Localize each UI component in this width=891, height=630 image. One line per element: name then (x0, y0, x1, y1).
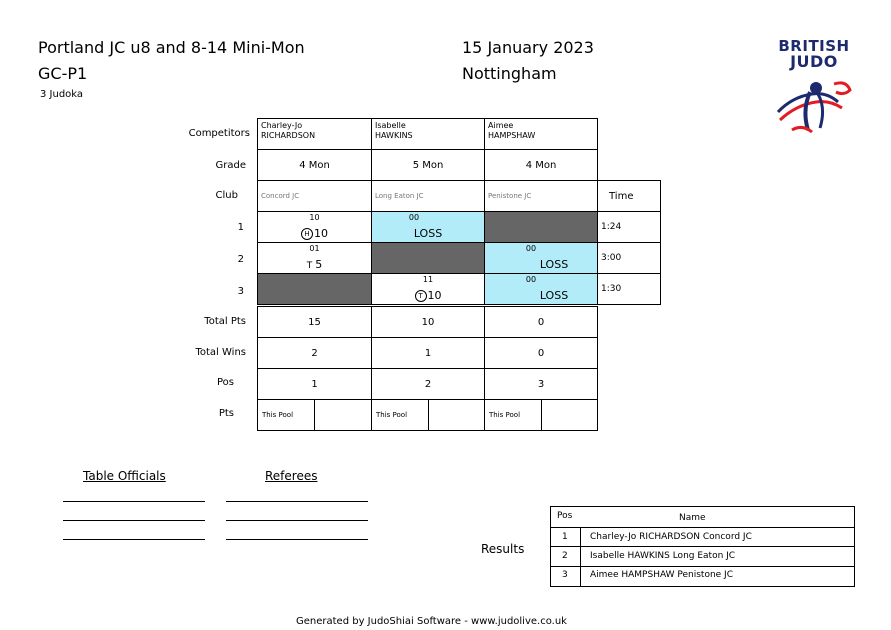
competitor-1-last: RICHARDSON (261, 131, 316, 140)
time-row-1: 1:24 (597, 211, 661, 243)
score-r2-c1-top: 01 (309, 244, 320, 253)
competitor-3-total-wins: 0 (484, 337, 598, 369)
label-pos: Pos (216, 377, 234, 388)
results-label: Results (481, 542, 525, 556)
competitor-3-pos: 3 (484, 368, 598, 400)
score-r2-c1-main: 5 (315, 258, 323, 271)
label-row-3: 3 (237, 286, 244, 297)
competitor-3-grade: 4 Mon (484, 149, 598, 181)
score-r1-c2 (371, 211, 485, 243)
official-line-1 (63, 501, 205, 502)
score-r2-c3-top: 00 (525, 244, 537, 253)
hansokumake-icon: H (301, 228, 313, 240)
competitor-2-total-wins: 1 (371, 337, 485, 369)
competitor-2-last: HAWKINS (375, 131, 413, 140)
logo-line1: BRITISH (778, 37, 850, 55)
competitor-1-pos: 1 (257, 368, 372, 400)
competitor-2-pool-pts (428, 399, 485, 431)
event-title: Portland JC u8 and 8-14 Mini-Mon (38, 38, 305, 57)
competitor-3-this-pool: This Pool (484, 399, 542, 431)
british-judo-logo (772, 38, 856, 148)
label-row-1: 1 (237, 222, 244, 233)
table-officials-heading: Table Officials (83, 469, 166, 483)
result-2-pos: 2 (562, 551, 568, 561)
referee-line-1 (226, 501, 368, 502)
official-line-2 (63, 520, 205, 521)
competitor-1-total-pts: 15 (257, 306, 372, 338)
competitor-1-grade: 4 Mon (257, 149, 372, 181)
competitor-3-last: HAMPSHAW (488, 131, 536, 140)
results-header-name: Name (679, 513, 706, 523)
label-competitors: Competitors (188, 128, 250, 139)
competitor-2-club: Long Eaton JC (371, 180, 485, 212)
label-pts: Pts (218, 408, 234, 419)
competitor-2-name (371, 118, 485, 150)
score-r3-c3-main: LOSS (539, 289, 569, 302)
cell-r1-c3-blocked (484, 211, 598, 243)
competitor-3-name (484, 118, 598, 150)
competitor-1-first: Charley-Jo (261, 121, 303, 130)
result-2-name: Isabelle HAWKINS Long Eaton JC (590, 551, 736, 561)
referee-line-3 (226, 539, 368, 540)
score-r2-c3-main: LOSS (539, 258, 569, 271)
score-r3-c3 (484, 273, 598, 305)
score-r2-c3 (484, 242, 598, 274)
event-location: Nottingham (462, 64, 557, 83)
tori-circle-icon: T (415, 290, 427, 302)
competitor-3-total-pts: 0 (484, 306, 598, 338)
competitor-1-this-pool: This Pool (257, 399, 315, 431)
result-3-name: Aimee HAMPSHAW Penistone JC (590, 570, 733, 580)
competitor-2-pos: 2 (371, 368, 485, 400)
logo-line2: JUDO (790, 52, 838, 71)
competitor-2-grade: 5 Mon (371, 149, 485, 181)
competitor-1-club: Concord JC (257, 180, 372, 212)
footer-credit: Generated by JudoShiai Software - www.judolive.co.uk (296, 616, 567, 627)
result-1-pos: 1 (562, 532, 568, 542)
result-1-name: Charley-Jo RICHARDSON Concord JC (590, 532, 752, 542)
competitor-2-this-pool: This Pool (371, 399, 429, 431)
time-row-3: 1:30 (597, 273, 661, 305)
judoka-count: 3 Judoka (40, 89, 84, 100)
score-r1-c1-main: 10 (314, 227, 328, 240)
score-r3-c3-top: 00 (525, 275, 537, 284)
event-date: 15 January 2023 (462, 38, 594, 57)
judoka-emblem-icon (772, 72, 856, 142)
label-total-wins: Total Wins (195, 347, 246, 358)
competitor-1-pool-pts (314, 399, 372, 431)
pool-code: GC-P1 (38, 64, 88, 83)
label-grade: Grade (215, 160, 246, 171)
label-row-2: 2 (237, 254, 244, 265)
score-r1-c2-top: 00 (408, 213, 420, 222)
official-line-3 (63, 539, 205, 540)
time-row-2: 3:00 (597, 242, 661, 274)
time-header: Time (597, 180, 661, 212)
label-club: Club (215, 190, 238, 201)
score-r3-c2-top: 11 (422, 275, 434, 284)
competitor-3-club: Penistone JC (484, 180, 598, 212)
competitor-3-first: Aimee (488, 121, 514, 130)
cell-r3-c1-blocked (257, 273, 372, 305)
tori-icon: T (306, 261, 313, 271)
score-r1-c1-top: 10 (309, 213, 320, 222)
competitor-1-name (257, 118, 372, 150)
competitor-3-pool-pts (541, 399, 598, 431)
score-r3-c2-main: 10 (427, 289, 442, 302)
competitor-2-first: Isabelle (375, 121, 406, 130)
competitor-2-total-pts: 10 (371, 306, 485, 338)
competitor-1-total-wins: 2 (257, 337, 372, 369)
results-table (550, 506, 855, 587)
result-3-pos: 3 (562, 570, 568, 580)
score-r1-c2-main: LOSS (413, 227, 443, 240)
referee-line-2 (226, 520, 368, 521)
score-r2-c1 (257, 242, 372, 274)
label-total-pts: Total Pts (204, 316, 246, 327)
referees-heading: Referees (265, 469, 318, 483)
results-header-pos: Pos (557, 511, 573, 521)
